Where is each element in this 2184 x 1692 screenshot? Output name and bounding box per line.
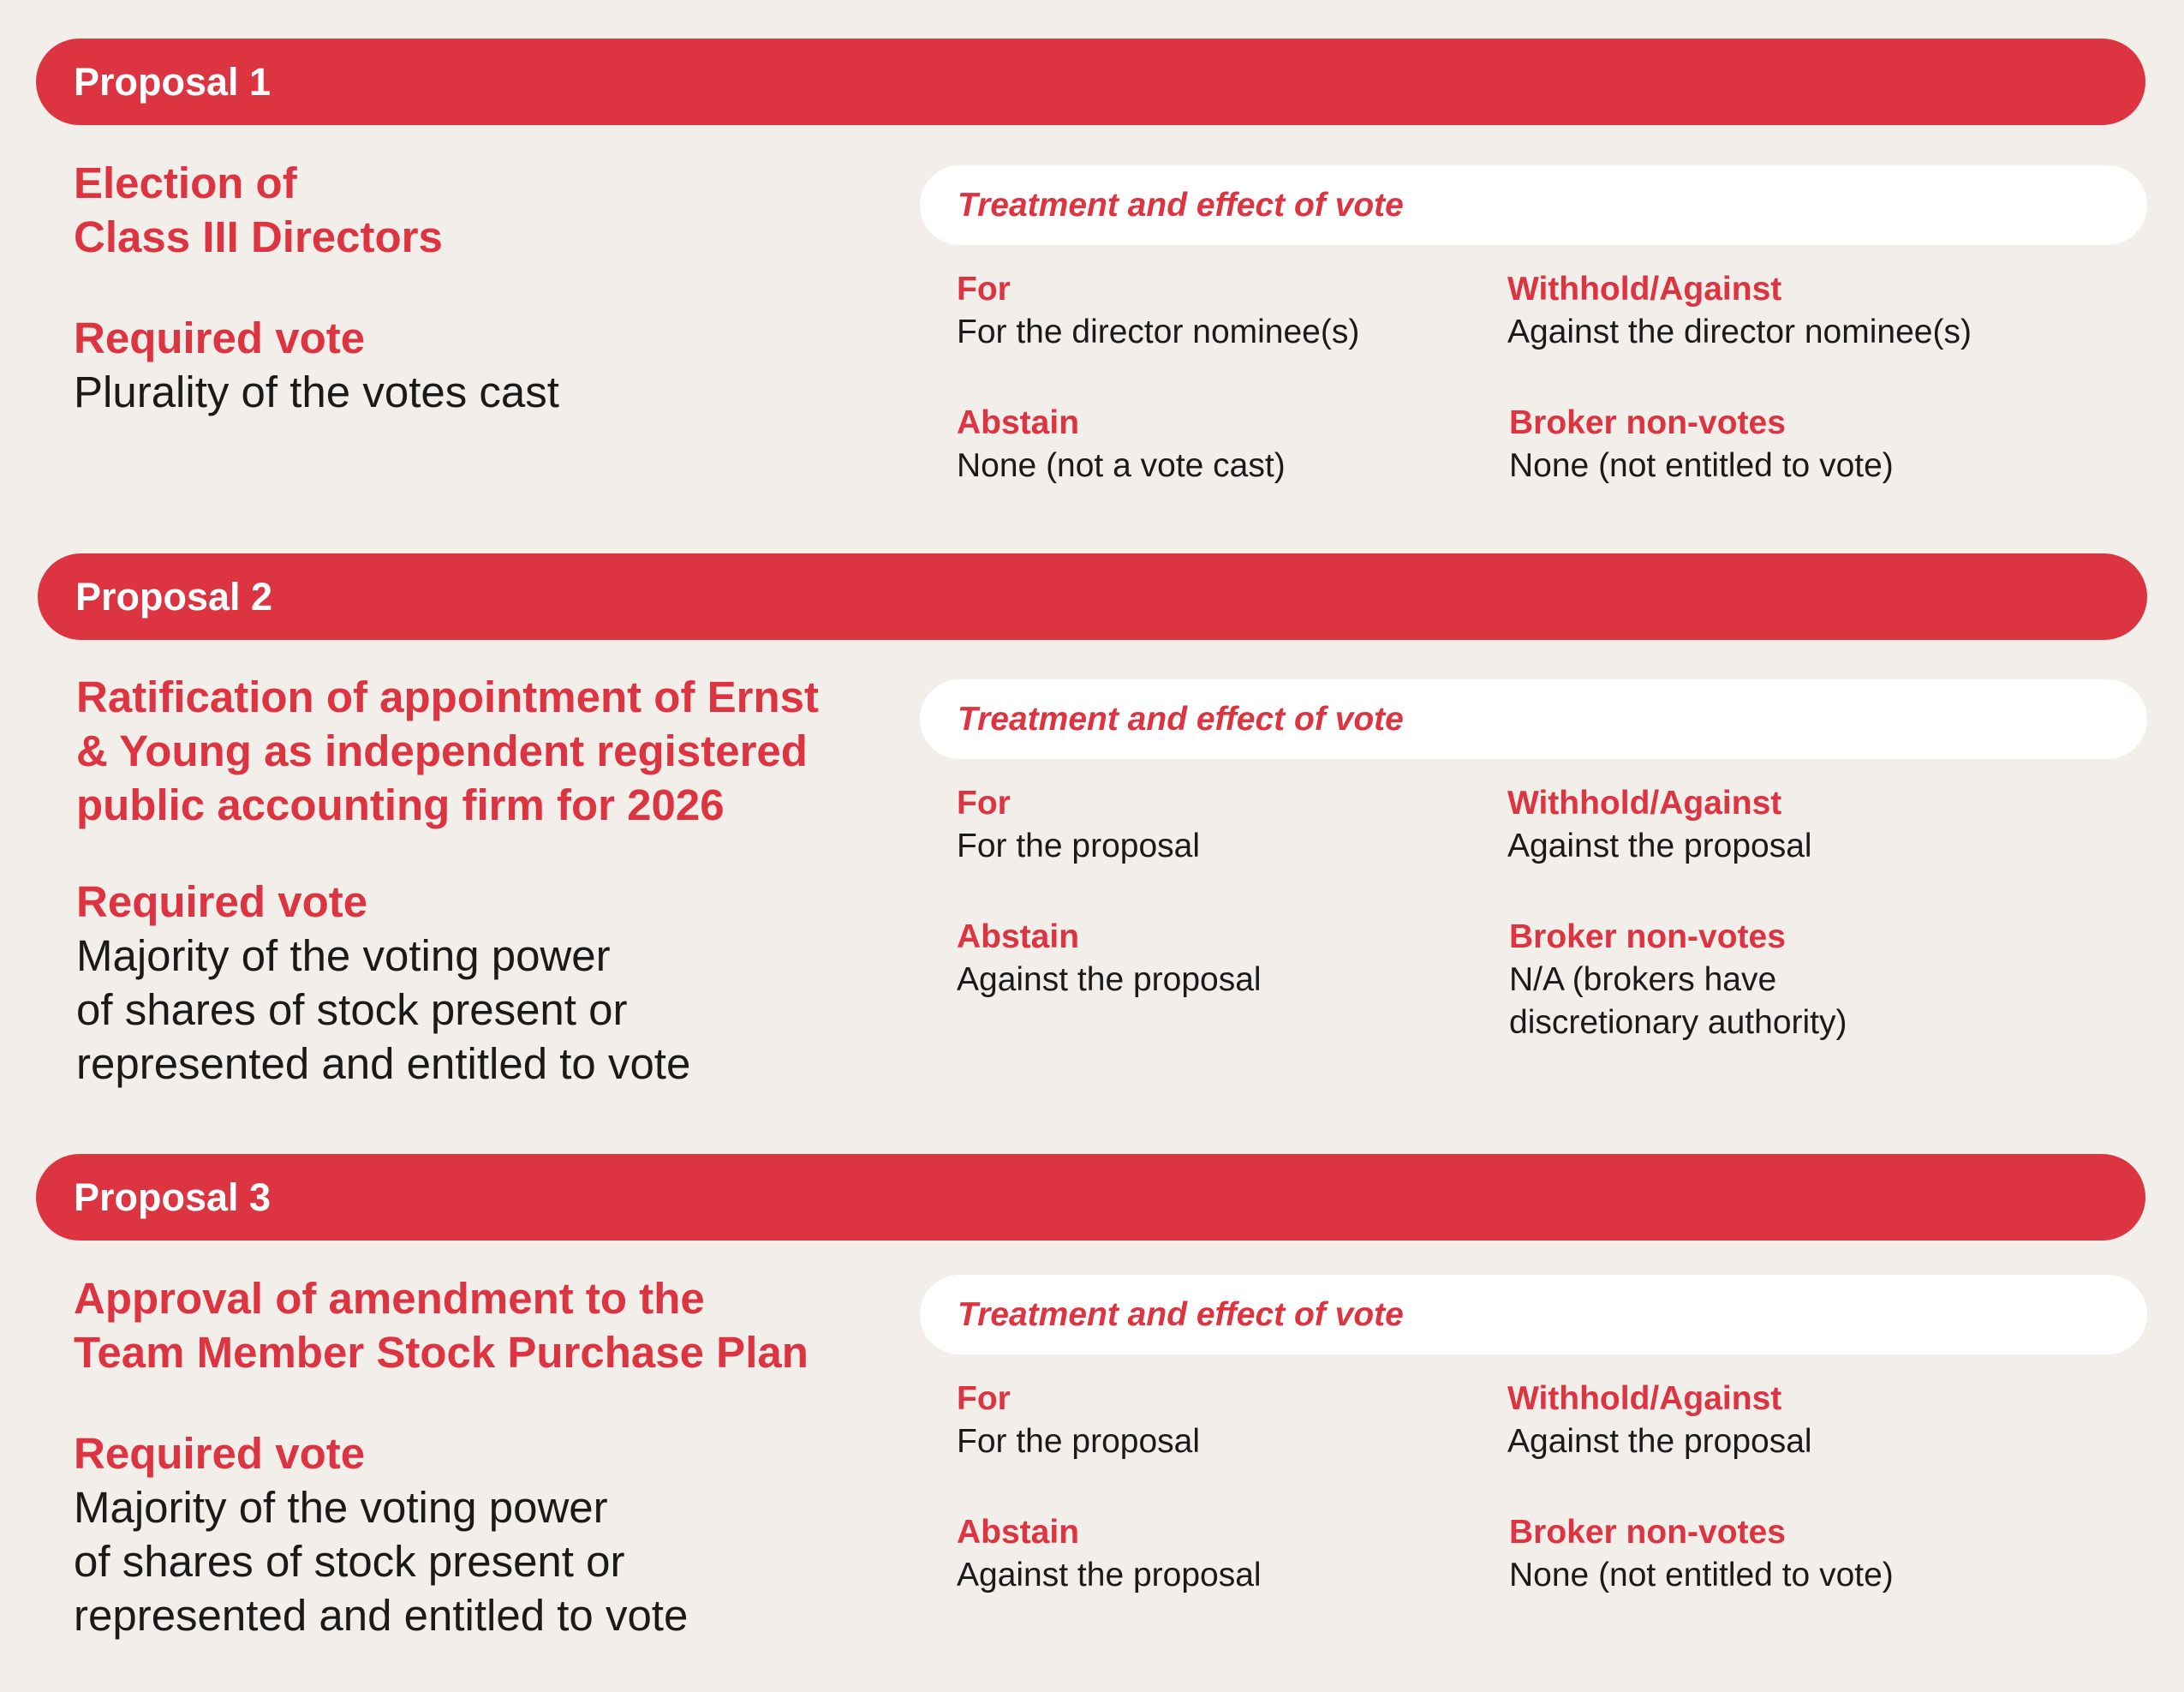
proposal-name-line: & Young as independent registered xyxy=(76,726,808,775)
required-vote-label: Required vote xyxy=(76,877,368,926)
required-vote-text xyxy=(74,1480,879,1642)
treatment-title: Treatment and effect of vote xyxy=(958,700,1404,738)
treatment-header xyxy=(920,679,2147,759)
vote-option-label: For xyxy=(957,271,1011,308)
proposal-summary xyxy=(76,670,881,1091)
vote-option-effect: Against the proposal xyxy=(1507,1423,1812,1460)
vote-option-effect: None (not a vote cast) xyxy=(957,447,1286,484)
vote-option-label: Broker non-votes xyxy=(1509,918,1786,955)
vote-option-label: Withhold/Against xyxy=(1507,1380,1782,1417)
required-vote-text xyxy=(76,929,881,1091)
treatment-title: Treatment and effect of vote xyxy=(958,186,1404,224)
proposal-banner xyxy=(38,553,2147,640)
vote-option-for xyxy=(957,1378,1505,1463)
vote-option-effect-line: None (not entitled to vote) xyxy=(1509,447,1894,484)
required-vote-line: Majority of the voting power xyxy=(74,1483,608,1532)
required-vote-line: Majority of the voting power xyxy=(76,931,611,980)
vote-option-effect: Against the proposal xyxy=(1507,828,1812,864)
vote-option-effect: For the proposal xyxy=(957,828,1200,864)
vote-option-effect-line: N/A (brokers have xyxy=(1509,961,1777,998)
proposal-banner xyxy=(36,39,2145,125)
treatment-header xyxy=(920,165,2147,245)
proposal-name-line: public accounting firm for 2026 xyxy=(76,780,725,829)
vote-option-for xyxy=(957,268,1505,354)
required-vote-line: Plurality of the votes cast xyxy=(74,368,559,416)
proposal-name-line: Approval of amendment to the xyxy=(74,1274,705,1323)
vote-option-label: Abstain xyxy=(957,404,1080,441)
proposal-name xyxy=(74,156,879,264)
vote-option-broker xyxy=(1509,402,2057,487)
vote-option-label: Abstain xyxy=(957,918,1080,955)
vote-option-for xyxy=(957,782,1505,868)
vote-option-effect: For the proposal xyxy=(957,1423,1200,1460)
vote-option-effect xyxy=(1509,445,2057,487)
proposal-name-line: Team Member Stock Purchase Plan xyxy=(74,1328,809,1377)
required-vote-line: represented and entitled to vote xyxy=(76,1039,691,1088)
vote-option-label: Abstain xyxy=(957,1514,1080,1551)
vote-option-abstain xyxy=(957,916,1505,1001)
vote-option-effect: Against the proposal xyxy=(957,961,1262,998)
required-vote-label: Required vote xyxy=(74,1429,366,1478)
required-vote-line: of shares of stock present or xyxy=(76,985,628,1034)
proposal-summary xyxy=(74,1271,879,1642)
proposal-summary xyxy=(74,156,879,419)
proposal-banner-title: Proposal 1 xyxy=(74,59,272,104)
proposal-name-line: Class III Directors xyxy=(74,212,443,261)
required-vote-line: of shares of stock present or xyxy=(74,1537,625,1586)
vote-option-abstain xyxy=(957,402,1505,487)
vote-option-effect xyxy=(1509,1554,2057,1597)
vote-option-effect xyxy=(1509,959,2057,1044)
proposal-banner-title: Proposal 2 xyxy=(75,574,273,619)
vote-option-effect: Against the proposal xyxy=(957,1557,1262,1593)
proposal-banner-title: Proposal 3 xyxy=(74,1175,272,1219)
vote-option-label: Withhold/Against xyxy=(1507,271,1782,308)
proposal-name-line: Election of xyxy=(74,158,297,207)
proposal-banner xyxy=(36,1154,2145,1241)
vote-option-label: Broker non-votes xyxy=(1509,404,1786,441)
required-vote-label: Required vote xyxy=(74,314,366,362)
vote-option-label: For xyxy=(957,785,1011,822)
required-vote-text xyxy=(74,365,879,419)
vote-option-label: Broker non-votes xyxy=(1509,1514,1786,1551)
vote-option-abstain xyxy=(957,1511,1505,1597)
vote-option-effect: For the director nominee(s) xyxy=(957,314,1360,350)
vote-option-withhold xyxy=(1507,782,2056,868)
vote-option-withhold xyxy=(1507,1378,2056,1463)
treatment-title: Treatment and effect of vote xyxy=(958,1295,1404,1333)
treatment-header xyxy=(920,1275,2147,1354)
vote-option-effect-line: None (not entitled to vote) xyxy=(1509,1557,1894,1593)
vote-option-broker xyxy=(1509,1511,2057,1597)
vote-option-effect: Against the director nominee(s) xyxy=(1507,314,1972,350)
proposal-name xyxy=(74,1271,879,1379)
vote-option-label: Withhold/Against xyxy=(1507,785,1782,822)
proposal-name xyxy=(76,670,881,832)
required-vote-line: represented and entitled to vote xyxy=(74,1591,689,1640)
vote-option-effect-line: discretionary authority) xyxy=(1509,1004,1847,1041)
vote-option-broker xyxy=(1509,916,2057,1044)
vote-option-label: For xyxy=(957,1380,1011,1417)
vote-option-withhold xyxy=(1507,268,2056,354)
proposal-name-line: Ratification of appointment of Ernst xyxy=(76,673,819,721)
